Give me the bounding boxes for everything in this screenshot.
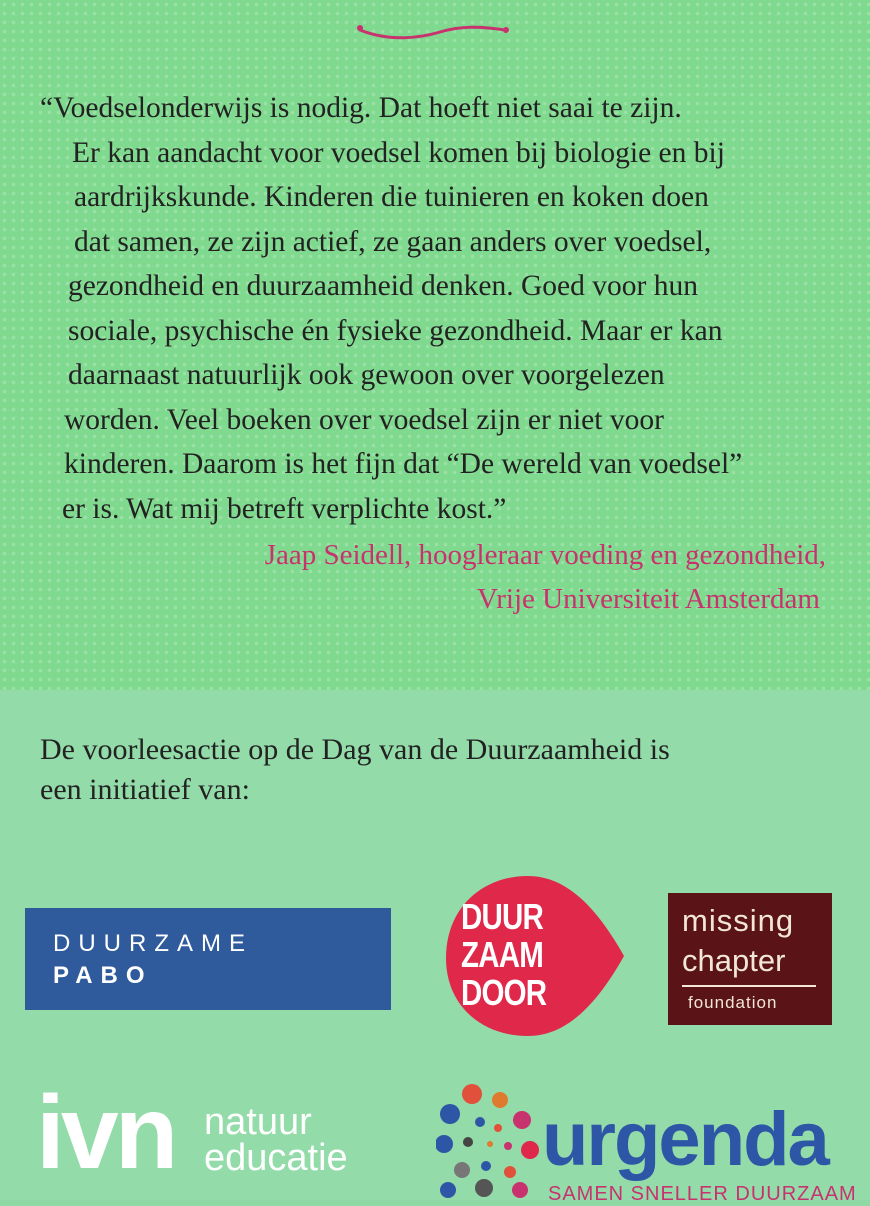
- attribution-name: Jaap Seidell, hoogleraar voeding en gezondheid,: [264, 539, 826, 571]
- quote-line: daarnaast natuurlijk ook gewoon over voorgelezen: [68, 359, 665, 391]
- mc-logo-line1: missing: [682, 903, 795, 938]
- urgenda-logo-word: urgenda: [542, 1097, 828, 1182]
- duurzaam-door-logo: [461, 896, 547, 1013]
- pabo-logo-line1: DUURZAME: [53, 930, 253, 957]
- quote-attribution: [265, 533, 826, 621]
- urgenda-logo-tagline: SAMEN SNELLER DUURZAAM: [548, 1183, 857, 1205]
- duurzame-pabo-logo: [25, 908, 391, 1010]
- missing-chapter-logo: [668, 893, 832, 1025]
- ivn-logo-mark: ivn: [36, 1075, 175, 1191]
- mc-logo-divider: [682, 985, 816, 987]
- quote-line: er is. Wat mij betreft verplichte kost.”: [62, 492, 507, 525]
- intro-line: De voorleesactie op de Dag van de Duurzaamheid is: [40, 733, 670, 766]
- quote-line: kinderen. Daarom is het fijn dat “De wereld van voedsel”: [64, 448, 743, 480]
- pabo-logo-line2: PABO: [53, 962, 153, 989]
- intro-line: een initiatief van:: [40, 773, 250, 806]
- quote-line: sociale, psychische én fysieke gezondheid. Maar er kan: [68, 314, 723, 347]
- initiative-intro: [40, 730, 670, 810]
- quote-block: [40, 86, 840, 531]
- quote-line: aardrijkskunde. Kinderen die tuinieren en koken doen: [74, 181, 709, 213]
- dzd-logo-line: DUUR: [461, 896, 543, 937]
- dzd-logo-line: DOOR: [461, 972, 547, 1013]
- dzd-logo-line: ZAAM: [461, 934, 543, 975]
- urgenda-dots-icon: [436, 1080, 540, 1200]
- mc-logo-line2: chapter: [682, 943, 786, 978]
- quote-line: worden. Veel boeken over voedsel zijn er niet voor: [64, 403, 664, 436]
- decorative-swirl-icon: [340, 8, 530, 48]
- quote-line: Er kan aandacht voor voedsel komen bij biologie en bij: [72, 136, 725, 169]
- quote-line: “Voedselonderwijs is nodig. Dat hoeft niet saai te zijn.: [40, 92, 682, 124]
- quote-line: gezondheid en duurzaamheid denken. Goed voor hun: [68, 270, 698, 302]
- mc-logo-line3: foundation: [688, 993, 778, 1012]
- ivn-logo-line1: natuur: [204, 1101, 312, 1143]
- quote-line: dat samen, ze zijn actief, ze gaan anders over voedsel,: [74, 225, 712, 258]
- ivn-logo-line2: educatie: [204, 1137, 348, 1179]
- attribution-university: Vrije Universiteit Amsterdam: [477, 583, 820, 615]
